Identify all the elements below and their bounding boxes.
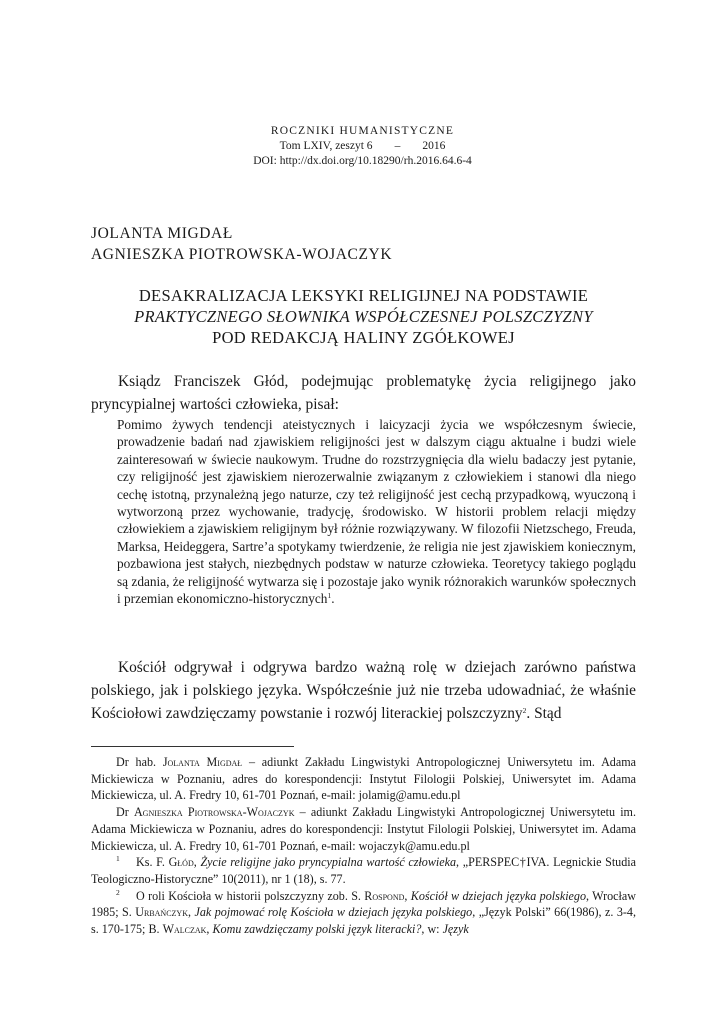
author-note: Dr Agnieszka Piotrowska-Wojaczyk – adiunkt Zakładu Lingwistyki Antropologicznej Uniwersytetu im. Adama Mickiewicza w Poznaniu, adres do korespondencji: Instytut Filologii Polskiej, Uniwersytet im. Adama Mickiewicza, ul. A. Fredry 10, 61-701 Poznań, e-mail: wojaczyk@amu.edu.pl [91, 805, 636, 853]
journal-header [0, 124, 725, 169]
footnotes [91, 754, 636, 938]
journal-dash: – [394, 140, 401, 152]
footnote-ref[interactable]: 1 [327, 591, 332, 601]
footnote-divider [91, 746, 294, 747]
author-note-name: Agnieszka Piotrowska-Wojaczyk [133, 805, 295, 820]
body-paragraph [91, 656, 636, 725]
author-name: AGNIESZKA PIOTROWSKA-WOJACZYK [91, 246, 393, 263]
quote-text: Pomimo żywych tendencji ateistycznych i laicyzacji życia we współczesnym świecie, prowadzenie badań nad zjawiskiem religijności jest w dalszym ciągu aktualne i budzi wiele zainteresowań w świecie naukowym. Trudne do rozstrzygnięcia dla wielu badaczy jest pytanie, czy religijność jest zjawiskiem nierozerwalnie związanym z człowiekiem i stanowi dla niego cechę istotną, przynależną jego naturze, czy też religijność jest cechą przypadkową, wyuczoną i wytworzoną przez wychowanie, tradycję, środowisko. W historii problem relacji między człowiekiem a zjawiskiem religijnym był różnie rozwiązywany. W filozofii Nietzschego, Freuda, Marksa, Heideggera, Sartre’a spotykamy twierdzenie, że religia nie jest zjawiskiem koniecznym, pozbawiona jest stałych, niezbędnych podstaw w naturze człowieka. Teoretycy takiego poglądu są zdania, że religijność wytwarza się i pozostaje jako wynik różnorakich warunków społecznych i przemian ekonomiczno-historycznych [117, 417, 636, 607]
journal-volume: Tom LXIV, zeszyt 6 [279, 140, 373, 152]
block-quote: Pomimo żywych tendencji ateistycznych i laicyzacji życia we współczesnym świecie, prowadzenie badań nad zjawiskiem religijności jest w dalszym ciągu aktualne i budzi wiele zainteresowań w świecie naukowym. Trudne do rozstrzygnięcia dla wielu badaczy jest pytanie, czy religijność jest zjawiskiem nierozerwalnie związanym z człowiekiem i stanowi dla niego cechę istotną, przynależną jego naturze, czy też religijność jest cechą przypadkową, wyuczoną i wytworzoną przez wychowanie, tradycję, środowisko. W historii problem relacji między człowiekiem a zjawiskiem religijnym był różnie rozwiązywany. W filozofii Nietzschego, Freuda, Marksa, Heideggera, Sartre’a spotykamy twierdzenie, że religia nie jest zjawiskiem koniecznym, pozbawiona jest stałych, niezbędnych podstaw w naturze człowieka. Teoretycy takiego poglądu są zdania, że religijność wytwarza się i pozostaje jako wynik różnorakich warunków społecznych i przemian ekonomiczno-historycznych$^1$. [117, 417, 636, 607]
journal-volume-line [0, 139, 725, 154]
authors [91, 223, 392, 265]
paragraph-tail: . Stąd [526, 705, 562, 722]
body-paragraph: Ksiądz Franciszek Głód, podejmując problematykę życia religijnego jako pryncypialnej wartości człowieka, pisał: [91, 373, 636, 413]
author-note-name: Jolanta Migdał [162, 755, 243, 769]
title-line: DESAKRALIZACJA LEKSYKI RELIGIJNEJ NA PODSTAWIE [138, 286, 589, 305]
author-note: Dr hab. Jolanta Migdał – adiunkt Zakładu Lingwistyki Antropologicznej Uniwersytetu im. Adama Mickiewicza w Poznaniu, adres do korespondencji: Instytut Filologii Polskiej, Uniwersytet im. Adama Mickiewicza, ul. A. Fredry 10, 61-701 Poznań, e-mail: jolamig@amu.edu.pl [91, 755, 636, 803]
title-line: POD REDAKCJĄ HALINY ZGÓŁKOWEJ [212, 328, 515, 347]
title-line-italic: PRAKTYCZNEGO SŁOWNIKA WSPÓŁCZESNEJ POLSZCZYZNY [134, 307, 593, 326]
footnote-2: $^2$ O roli Kościoła w historii polszczyzny zob. S. Rospond, Kościół w dziejach języka polskiego, Wrocław 1985; S. Urbańczyk, Jak pojmować rolę Kościoła w dziejach języka polskiego, „Język Polski” 66(1986), z. 3-4, s. 170-175; B. Walczak, Komu zawdzięczamy polski język literacki?, w: Język [91, 887, 637, 937]
journal-name: ROCZNIKI HUMANISTYCZNE [270, 125, 455, 137]
paragraph-text: Kościół odgrywał i odgrywa bardzo ważną rolę w dziejach zarówno państwa polskiego, jak i polskiego języka. Współcześnie już nie trzeba udowadniać, że właśnie Kościołowi zawdzięczamy powstanie i rozwój literackiej polszczyzny [91, 659, 636, 722]
journal-doi[interactable]: DOI: http://dx.doi.org/10.18290/rh.2016.64.6-4 [253, 155, 472, 167]
article-title [91, 285, 636, 348]
footnote-1: $^1$ Ks. F. Głód, Życie religijne jako pryncypialna wartość człowieka, „PERSPEC†IVA. Legnickie Studia Teologiczno-Historyczne” 10(2011), nr 1 (18), s. 77. [91, 854, 637, 886]
author-name: JOLANTA MIGDAŁ [91, 225, 233, 242]
journal-year: 2016 [422, 140, 446, 152]
footnote-ref[interactable]: 2 [522, 706, 527, 715]
